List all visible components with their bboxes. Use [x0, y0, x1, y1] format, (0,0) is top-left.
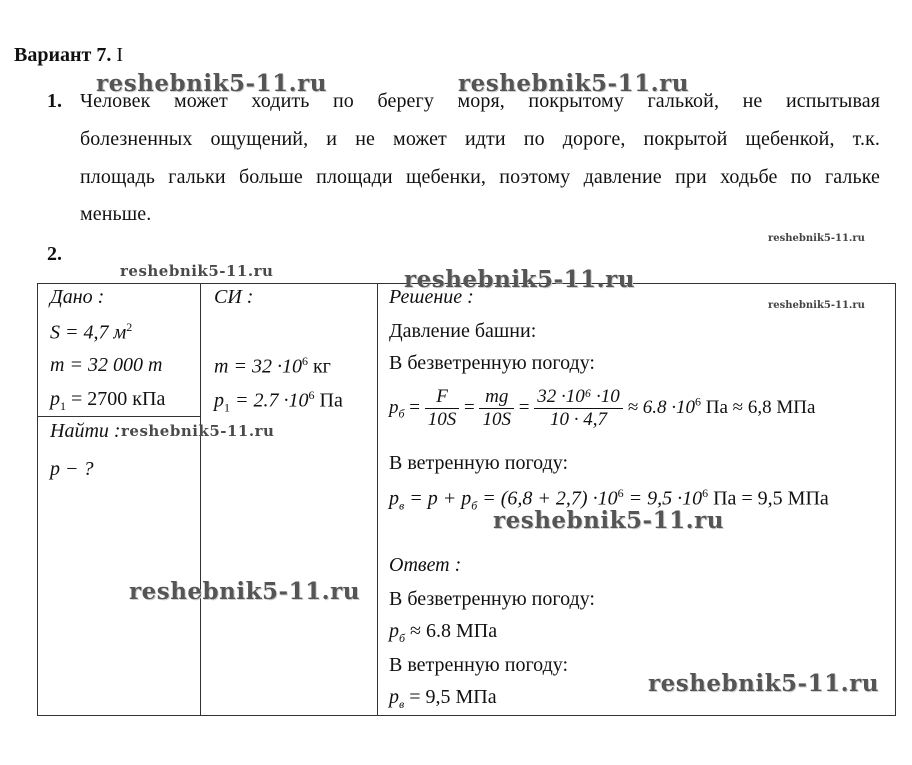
si-pressure-unit: Па	[314, 389, 343, 412]
ans2-symbol: p	[389, 686, 399, 708]
page-title	[14, 44, 123, 67]
table-divider-given-find	[37, 416, 200, 417]
f1-eq-3: =	[513, 396, 535, 418]
watermark: reshebnik5-11.ru	[458, 70, 689, 97]
task1-line-3: площадь гальки больше площади щебенки, поэтому давление при ходьбе по гальке	[80, 166, 880, 188]
watermark: reshebnik5-11.ru	[129, 578, 360, 605]
formula-calm	[389, 386, 815, 431]
watermark: reshebnik5-11.ru	[120, 262, 274, 280]
si-pressure-mid: = 2.7 ·10	[230, 389, 309, 412]
given-area-text: S = 4,7 м	[50, 321, 127, 344]
f1-lhs: p	[389, 396, 399, 418]
answer-value-1	[389, 620, 497, 646]
task1-line-2: болезненных ощущений, и не может идти по дороге, покрытой щебенкой, т.к.	[80, 128, 880, 150]
si-mass-text: m = 32 ·10	[214, 355, 302, 378]
table-border-left	[37, 283, 38, 716]
task1-line-1: Человек может ходить по берегу моря, покрытому галькой, не испытывая	[80, 90, 880, 112]
watermark: reshebnik5-11.ru	[96, 70, 327, 97]
si-pressure-sub: 1	[224, 400, 230, 415]
solution-line-1: Давление башни:	[389, 320, 537, 342]
f1-frac-1	[425, 386, 460, 431]
f1-frac-2	[479, 386, 514, 431]
f1-eq: =	[404, 396, 425, 418]
solution-line-3: В ветренную погоду:	[389, 452, 569, 474]
f1-eq-2: =	[459, 396, 480, 418]
given-area-exp: 2	[126, 320, 133, 334]
f2-mid-2: = (6,8 + 2,7) ·10	[477, 487, 618, 510]
task2-number: 2.	[47, 243, 62, 265]
task1-number: 1.	[47, 90, 62, 112]
f2-mid-3: = 9,5 ·10	[623, 487, 703, 510]
solution-header: Решение :	[389, 286, 474, 308]
si-pressure-exp: 6	[308, 388, 315, 402]
watermark: reshebnik5-11.ru	[493, 507, 724, 534]
f1-frac-3	[534, 386, 623, 431]
f1-lhs-sub: б	[398, 406, 405, 421]
task1-line-4: меньше.	[80, 203, 152, 225]
f2-mid-3-exp: 6	[702, 486, 709, 500]
table-divider-1	[200, 283, 201, 716]
answer-header: Ответ :	[389, 554, 462, 576]
solution-line-2: В безветренную погоду:	[389, 352, 595, 374]
given-mass: m = 32 000 т	[50, 354, 163, 376]
watermark: reshebnik5-11.ru	[121, 422, 275, 440]
si-pressure	[214, 388, 343, 416]
watermark: reshebnik5-11.ru	[768, 300, 865, 311]
title-text: Вариант 7.	[14, 44, 112, 66]
table-border-right	[895, 283, 896, 716]
f2-mid-2-exp: 6	[617, 486, 624, 500]
si-mass-exp: 6	[301, 354, 308, 368]
f1-num-2: mg	[479, 386, 514, 409]
f1-den-1: 10S	[427, 409, 457, 430]
find-value: p − ?	[50, 458, 94, 480]
f1-den-3: 10 · 4,7	[550, 409, 607, 430]
text-cursor-icon: I	[116, 44, 124, 66]
f1-tail-exp: 6	[695, 394, 701, 409]
si-mass	[214, 354, 331, 379]
given-pressure-sub: 1	[60, 399, 66, 413]
f1-result: Па ≈ 6,8 МПа	[701, 396, 816, 418]
f2-lhs-sub: в	[399, 498, 405, 513]
f1-num-3: 32 ·10⁶ ·10	[534, 386, 623, 409]
si-header: СИ :	[214, 286, 254, 308]
given-area	[50, 320, 132, 345]
given-pressure-symbol: p	[50, 388, 60, 410]
f2-mid-1: = p + p	[404, 487, 472, 510]
ans1-value: ≈ 6.8 МПа	[405, 620, 498, 642]
watermark: reshebnik5-11.ru	[768, 233, 865, 244]
given-pressure-value: = 2700 кПа	[66, 388, 166, 410]
given-pressure	[50, 388, 165, 414]
answer-value-2	[389, 686, 497, 712]
answer-line-1: В безветренную погоду:	[389, 588, 595, 610]
find-header: Найти :	[50, 420, 121, 442]
ans2-sub: в	[399, 697, 405, 711]
si-mass-unit: кг	[307, 355, 331, 378]
ans1-sub: б	[399, 631, 406, 645]
table-border-bottom	[37, 715, 895, 716]
ans2-value: = 9,5 МПа	[404, 686, 497, 708]
f2-mid-1-sub: б	[471, 498, 478, 513]
f1-den-2: 10S	[482, 409, 511, 430]
f2-lhs: p	[389, 487, 399, 510]
f2-result: Па = 9,5 МПа	[708, 487, 829, 510]
f1-num-1: F	[425, 386, 460, 409]
given-header: Дано :	[50, 286, 105, 308]
table-divider-2	[377, 283, 378, 716]
watermark: reshebnik5-11.ru	[648, 670, 879, 697]
ans1-symbol: p	[389, 620, 399, 642]
answer-line-2: В ветренную погоду:	[389, 654, 569, 676]
watermark: reshebnik5-11.ru	[404, 266, 635, 293]
si-pressure-symbol: p	[214, 389, 224, 412]
f1-tail: ≈ 6.8 ·10	[622, 396, 695, 418]
